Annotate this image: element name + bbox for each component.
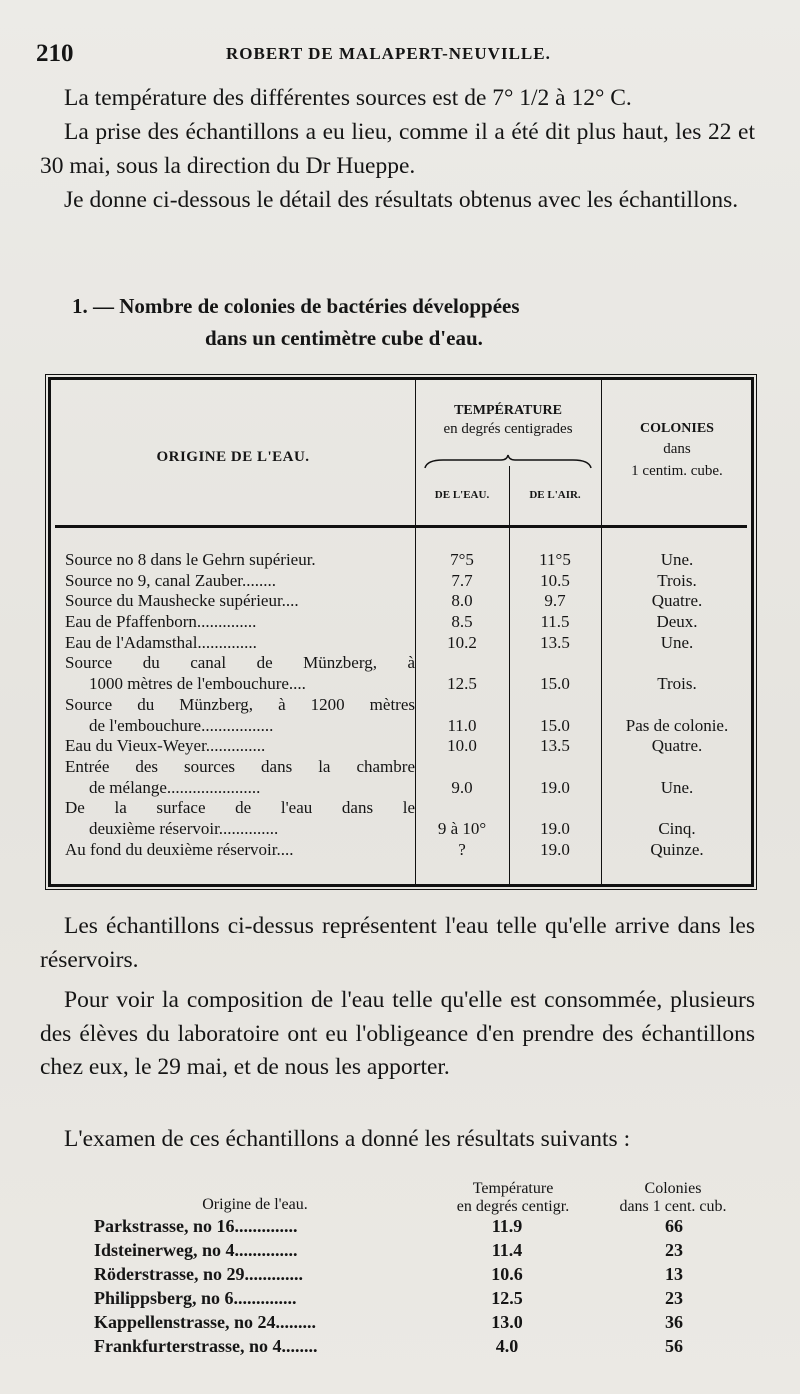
cell-origin [65, 798, 415, 839]
cell-temperature: 12.5 [491, 1288, 523, 1308]
cell-colonies: 23 [665, 1240, 683, 1260]
cell-temp-air: 15.0 [540, 715, 570, 735]
cell-temp-air: 11°5 [539, 550, 571, 569]
cell-origin [65, 840, 415, 861]
origin-line: Entrée des sources dans la chambre [65, 756, 415, 776]
table-row [94, 1214, 770, 1238]
table-row [65, 591, 753, 612]
table-row [65, 757, 753, 798]
table-row [65, 571, 753, 592]
header-colonies-line2: dans 1 cent. cub. [619, 1198, 727, 1215]
cell-colonies: Une. [660, 632, 694, 652]
origin-line: Source du Münzberg, à 1200 mètres [65, 694, 415, 714]
table-row [65, 612, 753, 633]
cell-colonies: Cinq. [658, 818, 696, 838]
cell-origin [65, 571, 415, 592]
page-number: 210 [36, 40, 74, 67]
header-temp-water: DE L'EAU. [434, 489, 490, 501]
cell-temp-air: 13.5 [540, 632, 570, 652]
cell-colonies: Quinze. [650, 839, 704, 859]
header-colonies-line1: Colonies [644, 1180, 702, 1197]
cell-origin: Idsteinerweg, no 4.............. [94, 1240, 298, 1260]
cell-temp-air: 15.0 [540, 674, 570, 694]
household-table-body [94, 1214, 770, 1358]
cell-temperature: 10.6 [491, 1264, 523, 1284]
header-colonies-sub2: 1 centim. cube. [631, 463, 723, 479]
header-origin: ORIGINE DE L'EAU. [156, 449, 310, 465]
cell-temperature: 4.0 [495, 1336, 519, 1356]
cell-temp-air: 11.5 [540, 612, 570, 632]
cell-colonies: Quatre. [651, 591, 703, 611]
cell-colonies: Deux. [656, 612, 698, 632]
cell-temp-air: 19.0 [540, 839, 570, 859]
paragraph-results-intro: Je donne ci-dessous le détail des résultats obtenus avec les échantillons. [64, 187, 739, 213]
cell-temp-water: ? [458, 839, 466, 859]
header-colonies [601, 420, 753, 482]
cell-colonies: 56 [665, 1336, 683, 1356]
table-row [94, 1238, 770, 1262]
origin-line: Eau de Pfaffenborn.............. [65, 612, 257, 632]
cell-temp-water: 9.0 [451, 777, 473, 797]
cell-colonies: 23 [665, 1288, 683, 1308]
paragraph-reservoirs: Les échantillons ci-dessus représentent l'eau telle qu'elle arrive dans les réservoirs. [40, 913, 755, 973]
table-row [94, 1262, 770, 1286]
cell-temp-water: 10.2 [447, 632, 477, 652]
table-row [65, 736, 753, 757]
cell-temp-water: 7.7 [451, 570, 473, 590]
header-temperature-title: TEMPÉRATURE [454, 403, 562, 418]
cell-origin: Frankfurterstrasse, no 4........ [94, 1336, 318, 1356]
cell-temp-water: 7°5 [450, 550, 474, 569]
cell-temperature: 11.9 [491, 1216, 523, 1236]
cell-colonies: Quatre. [651, 736, 703, 756]
cell-temp-air: 19.0 [540, 818, 570, 838]
cell-origin: Röderstrasse, no 29............. [94, 1264, 303, 1284]
cell-temp-water: 12.5 [447, 674, 477, 694]
header-colonies-title: COLONIES [640, 421, 714, 436]
origin-line: de l'embouchure................. [89, 715, 274, 735]
paragraph-consumption: Pour voir la composition de l'eau telle qu'elle est consommée, plusieurs des élèves du laboratoire ont eu l'obligeance d'en prendre des échantillons chez eux, le 29 mai, et de nous les apporter. [40, 987, 755, 1080]
cell-origin [65, 633, 415, 654]
cell-origin: Kappellenstrasse, no 24......... [94, 1312, 317, 1332]
running-head [30, 38, 770, 74]
cell-temp-water: 8.0 [451, 591, 473, 611]
cell-temperature: 11.4 [491, 1240, 523, 1260]
header-temperature [428, 1180, 598, 1216]
cell-colonies: Trois. [657, 570, 697, 590]
cell-origin [65, 757, 415, 798]
cell-origin [65, 653, 415, 694]
table-row [65, 798, 753, 839]
cell-colonies: Pas de colonie. [625, 715, 729, 735]
cell-colonies: Une. [660, 777, 694, 797]
paragraph-sampling: La prise des échantillons a eu lieu, comme il a été dit plus haut, les 22 et 30 mai, sous la direction du Dr Hueppe. [40, 119, 755, 179]
cell-origin [65, 736, 415, 757]
header-rule [55, 525, 747, 528]
header-colonies-sub1: dans [663, 441, 691, 457]
paragraph-temperature: La température des différentes sources est de 7° 1/2 à 12° C. [64, 85, 632, 111]
table-row [65, 550, 753, 571]
table-row [65, 840, 753, 861]
household-table-header [90, 1180, 770, 1216]
table-row [65, 653, 753, 694]
brace-line [423, 454, 593, 470]
colonies-table-body [65, 550, 753, 860]
running-title: ROBERT DE MALAPERT-NEUVILLE. [226, 44, 551, 63]
cell-origin [65, 695, 415, 736]
header-temperature-sub: en degrés centigrades [443, 421, 573, 437]
cell-colonies: 13 [665, 1264, 683, 1284]
origin-line: Eau de l'Adamsthal.............. [65, 632, 257, 652]
header-temperature-line1: Température [472, 1180, 554, 1197]
cell-temp-water: 8.5 [451, 612, 473, 632]
cell-colonies: 66 [665, 1216, 683, 1236]
cell-colonies: 36 [665, 1312, 683, 1332]
cell-origin: Philippsberg, no 6.............. [94, 1288, 297, 1308]
header-origin: Origine de l'eau. [202, 1196, 308, 1213]
header-temperature [415, 402, 601, 438]
table-row [65, 695, 753, 736]
origin-line: Source du Maushecke supérieur.... [65, 591, 299, 611]
colonies-table [48, 377, 754, 887]
origin-line: De la surface de l'eau dans le [65, 798, 415, 818]
table-row [94, 1334, 770, 1358]
cell-temp-water: 9 à 10° [437, 818, 487, 838]
cell-origin: Parkstrasse, no 16.............. [94, 1216, 298, 1236]
cell-temp-air: 19.0 [540, 777, 570, 797]
cell-colonies: Trois. [657, 674, 697, 694]
cell-temp-air: 9.7 [544, 591, 566, 611]
origin-line: deuxième réservoir.............. [89, 819, 279, 838]
table-row [94, 1286, 770, 1310]
cell-temp-water: 11.0 [447, 715, 477, 735]
section-heading [72, 290, 762, 354]
cell-temp-air: 13.5 [540, 736, 570, 756]
header-temperature-line2: en degrés centigr. [456, 1198, 570, 1215]
section-heading-line1: 1. — Nombre de colonies de bactéries développées [72, 294, 520, 318]
paragraph-results-following: L'examen de ces échantillons a donné les résultats suivants : [64, 1126, 631, 1152]
cell-origin [65, 612, 415, 633]
origin-line: de mélange...................... [89, 777, 261, 797]
table-row [94, 1310, 770, 1334]
cell-origin [65, 591, 415, 612]
origin-line: Source no 8 dans le Gehrn supérieur. [65, 550, 316, 569]
cell-origin [65, 550, 415, 571]
cell-colonies: Une. [660, 550, 694, 569]
origin-line: 1000 mètres de l'embouchure.... [89, 674, 306, 694]
header-colonies [598, 1180, 748, 1216]
origin-line: Au fond du deuxième réservoir.... [65, 839, 294, 859]
cell-temperature: 13.0 [491, 1312, 523, 1332]
table-row [65, 633, 753, 654]
header-temp-air: DE L'AIR. [529, 489, 581, 501]
cell-temp-air: 10.5 [540, 570, 570, 590]
origin-line: Source du canal de Münzberg, à [65, 653, 415, 673]
cell-temp-water: 10.0 [447, 736, 477, 756]
origin-line: Source no 9, canal Zauber........ [65, 570, 277, 590]
origin-line: Eau du Vieux-Weyer.............. [65, 736, 266, 756]
section-heading-line2: dans un centimètre cube d'eau. [205, 326, 483, 350]
